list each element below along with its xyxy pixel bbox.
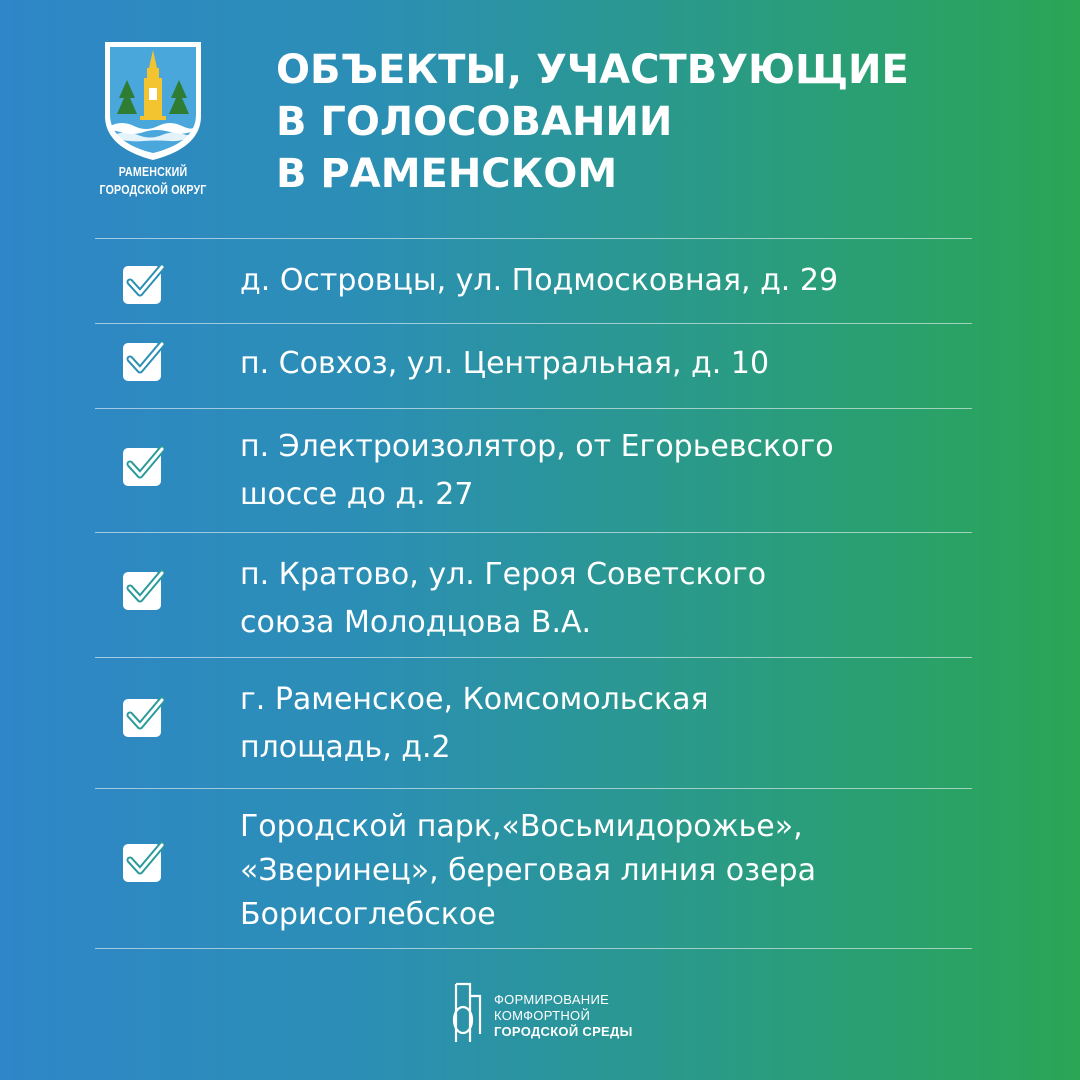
title-line: В ГОЛОСОВАНИИ	[276, 99, 673, 145]
checkbox-checked-icon	[122, 569, 164, 611]
address-line: «Зверинец», береговая линия озера	[240, 853, 816, 888]
divider	[95, 948, 972, 949]
checkbox-checked-icon	[122, 263, 164, 305]
address-line: п. Совхоз, ул. Центральная, д. 10	[240, 346, 770, 381]
address-line: союза Молодцова В.А.	[240, 605, 592, 640]
checkbox-checked-icon	[122, 445, 164, 487]
footer-line: КОМФОРТНОЙ	[494, 1008, 591, 1023]
address-line: п. Кратово, ул. Героя Советского	[240, 557, 767, 592]
footer-brand	[494, 992, 633, 1040]
coat-of-arms-label-line1: РАМЕНСКИЙ	[118, 164, 188, 179]
coat-of-arms-label-line2: ГОРОДСКОЙ ОКРУГ	[99, 182, 207, 197]
address-line: п. Электроизолятор, от Егорьевского	[240, 429, 834, 464]
address-line: площадь, д.2	[240, 730, 451, 765]
object-address	[240, 551, 970, 647]
title-line: ОБЪЕКТЫ, УЧАСТВУЮЩИЕ	[276, 47, 909, 93]
object-address	[240, 423, 970, 519]
footer-line: ГОРОДСКОЙ СРЕДЫ	[494, 1024, 633, 1039]
list-item	[95, 789, 972, 948]
address-line: д. Островцы, ул. Подмосковная, д. 29	[240, 263, 839, 298]
address-line: Городской парк,«Восьмидорожье»,	[240, 809, 803, 844]
object-address	[240, 340, 970, 388]
page-title	[276, 44, 909, 200]
checkbox-checked-icon	[122, 340, 164, 382]
address-line: г. Раменское, Комсомольская	[240, 682, 709, 717]
checkbox-checked-icon	[122, 696, 164, 738]
list-item	[95, 533, 972, 657]
coat-of-arms-label	[96, 163, 209, 199]
title-line: В РАМЕНСКОМ	[276, 151, 618, 197]
list-item	[95, 324, 972, 408]
address-line: Борисоглебское	[240, 897, 496, 932]
comfortable-environment-logo-icon	[448, 976, 488, 1046]
object-address	[240, 676, 970, 772]
checkbox-checked-icon	[122, 841, 164, 883]
object-address	[240, 805, 970, 937]
object-address	[240, 257, 970, 305]
list-item	[95, 239, 972, 323]
list-item	[95, 658, 972, 788]
address-line: шоссе до д. 27	[240, 477, 474, 512]
footer-line: ФОРМИРОВАНИЕ	[494, 992, 610, 1007]
list-item	[95, 409, 972, 532]
